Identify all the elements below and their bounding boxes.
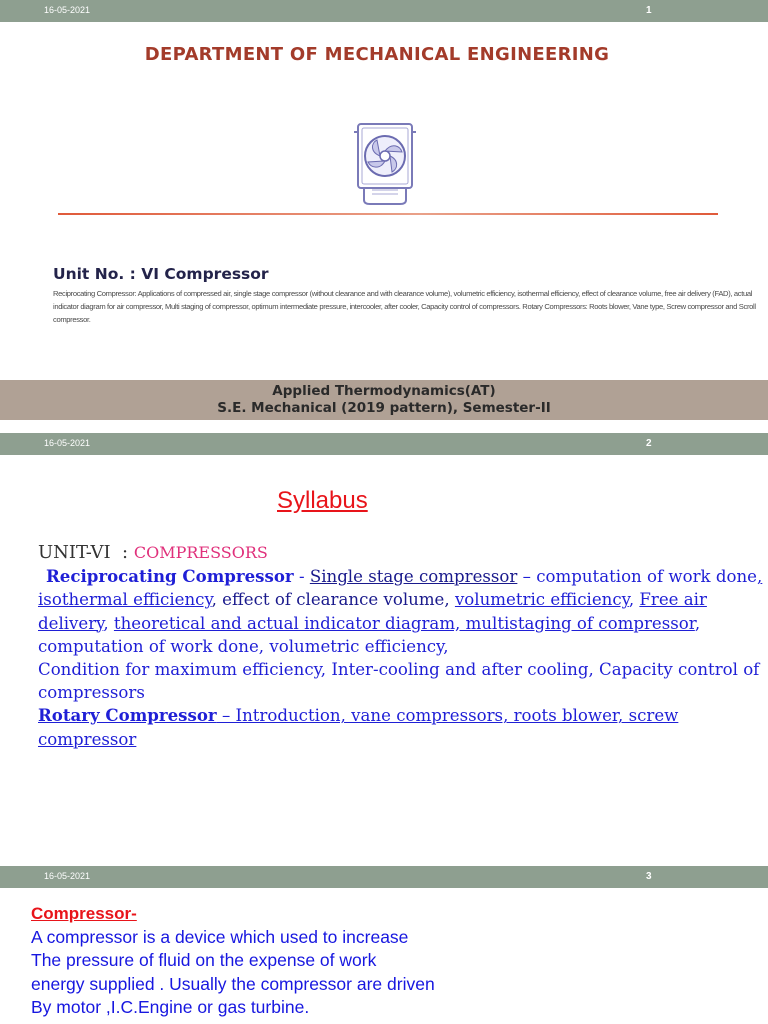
- definition-line: A compressor is a device which used to increase: [31, 927, 409, 947]
- compressor-title: Compressor-: [31, 904, 137, 923]
- condition-paragraph: Condition for maximum efficiency, Inter-cooling and after cooling, Capacity control of compressors: [38, 660, 760, 703]
- course-pattern: S.E. Mechanical (2019 pattern), Semester-II: [217, 400, 551, 416]
- comma: ,: [628, 590, 640, 610]
- definition-line: The pressure of fluid on the expense of work: [31, 950, 377, 971]
- rotary-paragraph: [38, 704, 763, 750]
- isothermal-link: isothermal efficiency: [38, 590, 212, 610]
- computation-text: , computation of work done, volumetric efficiency,: [38, 613, 701, 656]
- clearance-text: , effect of clearance volume,: [211, 590, 455, 610]
- syllabus-body: [38, 541, 763, 751]
- syllabus-title: Syllabus: [277, 487, 368, 514]
- slide-2: [0, 433, 768, 865]
- slide-number: 1: [646, 5, 652, 16]
- slide-header-bar: [0, 866, 768, 888]
- unit-heading: [38, 541, 763, 564]
- slide-header-bar: [0, 433, 768, 455]
- indicator-diagram-link: theoretical and actual indicator diagram, multistaging of compressor: [113, 613, 695, 633]
- definition-line: energy supplied . Usually the compressor are driven: [31, 973, 435, 994]
- slide-date: 16-05-2021: [44, 438, 91, 448]
- fad-link: Free air delivery: [38, 590, 707, 633]
- work-done-text: – computation of work done: [517, 567, 758, 587]
- comma: ,: [103, 613, 109, 633]
- slide-1: [0, 0, 768, 432]
- unit-title: Unit No. : VI Compressor: [53, 265, 269, 283]
- single-stage-link: Single stage compressor: [309, 567, 518, 587]
- reciprocating-paragraph: [38, 565, 763, 658]
- rotary-block: [38, 706, 678, 748]
- course-name: Applied Thermodynamics(AT): [272, 383, 496, 399]
- unit-name: COMPRESSORS: [133, 543, 268, 562]
- dash: -: [293, 567, 310, 587]
- slide-number: 3: [646, 871, 652, 882]
- compressor-definition: [31, 926, 501, 1019]
- unit-description: Reciprocating Compressor: Applications of compressed air, single stage compressor (without clearance and with clearance volume), volumetric efficiency, isothermal efficiency, effect of clearance volume, free air delivery (FAD), actual indicator diagram for air compressor, Multi staging of compressor, optimum intermediate pressure, intercooler, after cooler, Capacity control of compressors. Rotary Compressors: Roots blower, Vane type, Screw compressor and Scroll compressor.: [53, 289, 756, 324]
- department-title: DEPARTMENT OF MECHANICAL ENGINEERING: [144, 44, 610, 65]
- slide-header-bar: [0, 0, 768, 22]
- reciprocating-heading: Reciprocating Compressor: [46, 566, 294, 587]
- rotary-topics: – Introduction, vane compressors, roots blower, screw compressor: [38, 706, 679, 749]
- volumetric-link: volumetric efficiency: [454, 590, 629, 610]
- definition-line: By motor ,I.C.Engine or gas turbine.: [31, 996, 310, 1017]
- course-footer: [0, 380, 768, 420]
- rotary-heading: Rotary Compressor: [38, 705, 217, 726]
- comma: ,: [757, 567, 763, 587]
- divider-line: [58, 213, 718, 215]
- slide-number: 2: [646, 438, 652, 449]
- slide-3: [0, 866, 768, 1024]
- slide-date: 16-05-2021: [44, 5, 91, 15]
- slide-date: 16-05-2021: [44, 871, 91, 881]
- fan-cooler-icon: [352, 120, 418, 206]
- unit-label: UNIT-VI :: [38, 542, 134, 563]
